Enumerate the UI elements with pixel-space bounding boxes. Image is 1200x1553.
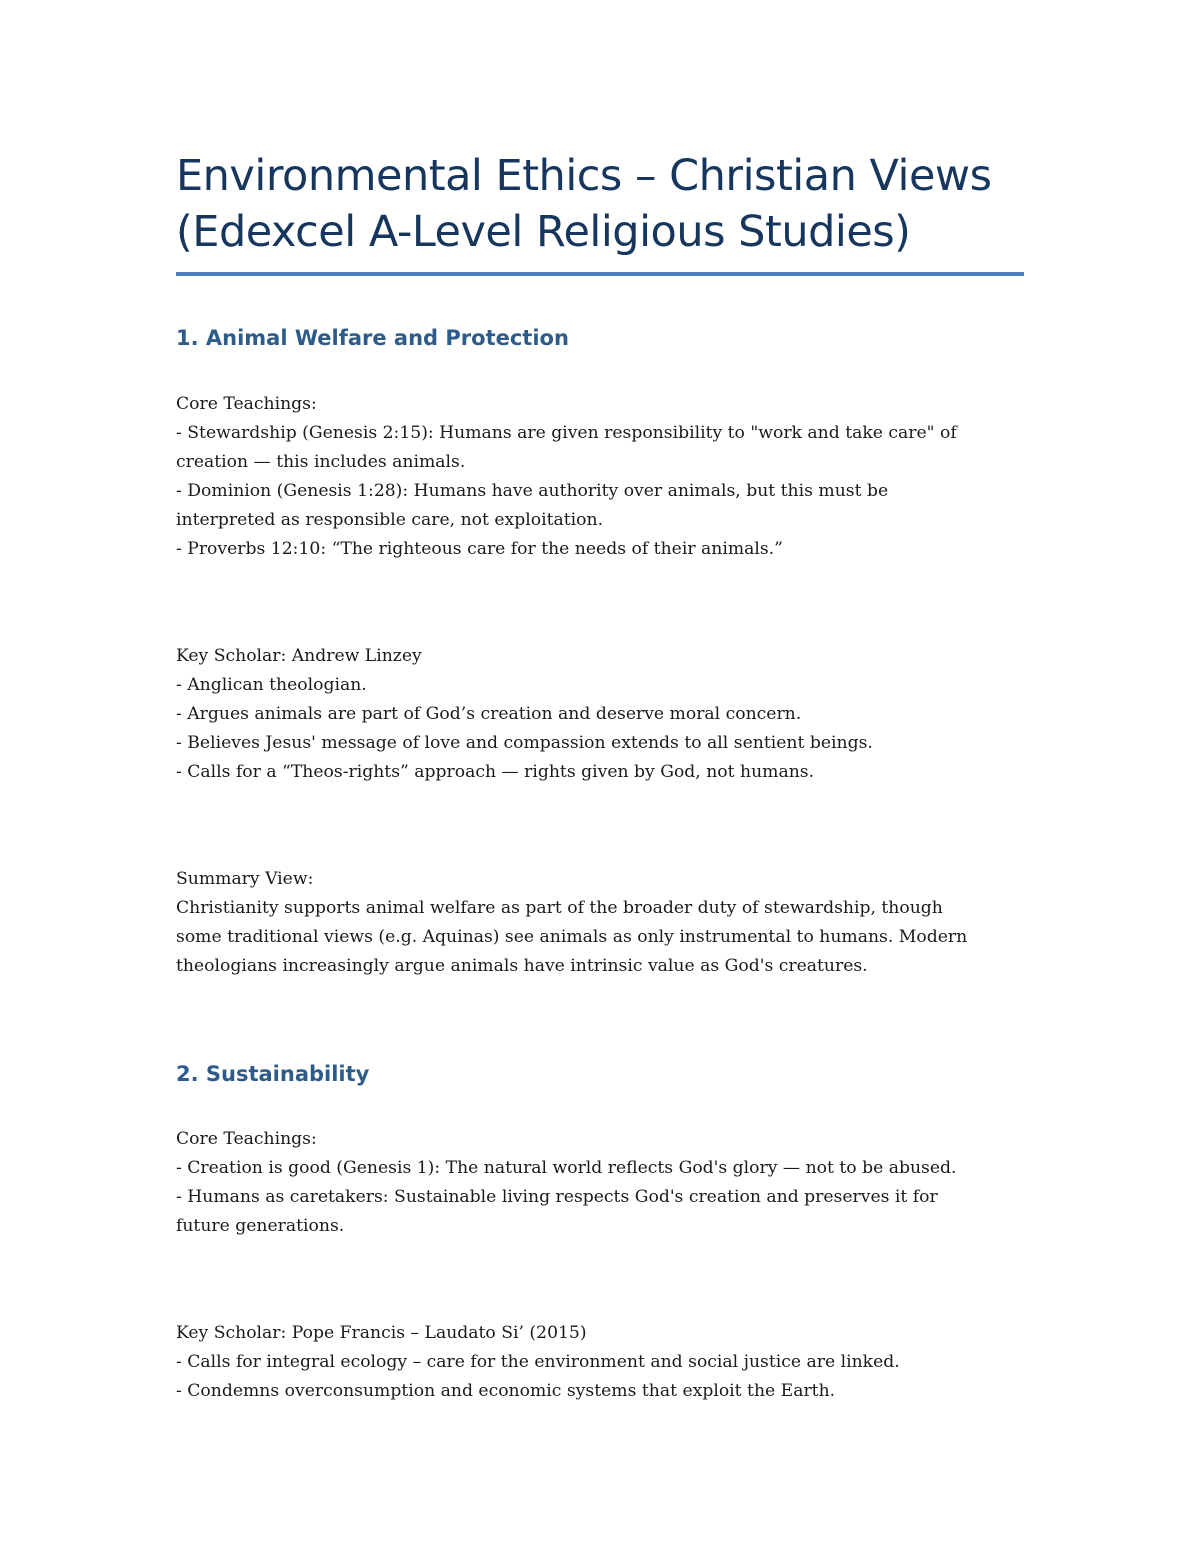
core-teaching-line: interpreted as responsible care, not exploitation.	[176, 510, 604, 530]
scholar-point-line: - Argues animals are part of God’s creation and deserve moral concern.	[176, 704, 802, 724]
summary-line: Christianity supports animal welfare as part of the broader duty of stewardship, though	[176, 898, 943, 918]
title-line-1: Environmental Ethics – Christian Views	[176, 151, 992, 201]
document-title	[176, 148, 1026, 260]
title-underline-rule	[176, 272, 1024, 276]
section-1-key-scholar	[176, 642, 1026, 787]
title-line-2: (Edexcel A-Level Religious Studies)	[176, 207, 911, 257]
summary-view-label: Summary View:	[176, 869, 314, 889]
scholar-point-line: - Believes Jesus' message of love and compassion extends to all sentient beings.	[176, 733, 873, 753]
core-teaching-line: - Proverbs 12:10: “The righteous care for the needs of their animals.”	[176, 539, 783, 559]
core-teachings-label: Core Teachings:	[176, 394, 317, 414]
core-teaching-line: future generations.	[176, 1216, 345, 1236]
scholar-point-line: - Calls for integral ecology – care for the environment and social justice are linked.	[176, 1352, 900, 1372]
core-teachings-label: Core Teachings:	[176, 1129, 317, 1149]
scholar-point-line: - Anglican theologian.	[176, 675, 367, 695]
key-scholar-label: Key Scholar: Andrew Linzey	[176, 646, 422, 666]
summary-line: theologians increasingly argue animals have intrinsic value as God's creatures.	[176, 956, 868, 976]
section-2-heading: 2. Sustainability	[176, 1062, 370, 1086]
section-1-summary-view	[176, 865, 1026, 981]
core-teaching-line: creation — this includes animals.	[176, 452, 466, 472]
core-teaching-line: - Stewardship (Genesis 2:15): Humans are given responsibility to "work and take care" of	[176, 423, 957, 443]
scholar-point-line: - Condemns overconsumption and economic systems that exploit the Earth.	[176, 1381, 836, 1401]
scholar-point-line: - Calls for a “Theos-rights” approach — rights given by God, not humans.	[176, 762, 815, 782]
core-teaching-line: - Creation is good (Genesis 1): The natural world reflects God's glory — not to be abused.	[176, 1158, 957, 1178]
section-2-core-teachings	[176, 1125, 1026, 1241]
section-2-key-scholar	[176, 1319, 1026, 1406]
summary-line: some traditional views (e.g. Aquinas) see animals as only instrumental to humans. Modern	[176, 927, 968, 947]
section-1-heading: 1. Animal Welfare and Protection	[176, 326, 569, 350]
section-1-core-teachings	[176, 390, 1026, 564]
key-scholar-label: Key Scholar: Pope Francis – Laudato Si’ (2015)	[176, 1323, 587, 1343]
core-teaching-line: - Humans as caretakers: Sustainable living respects God's creation and preserves it for	[176, 1187, 938, 1207]
core-teaching-line: - Dominion (Genesis 1:28): Humans have authority over animals, but this must be	[176, 481, 889, 501]
